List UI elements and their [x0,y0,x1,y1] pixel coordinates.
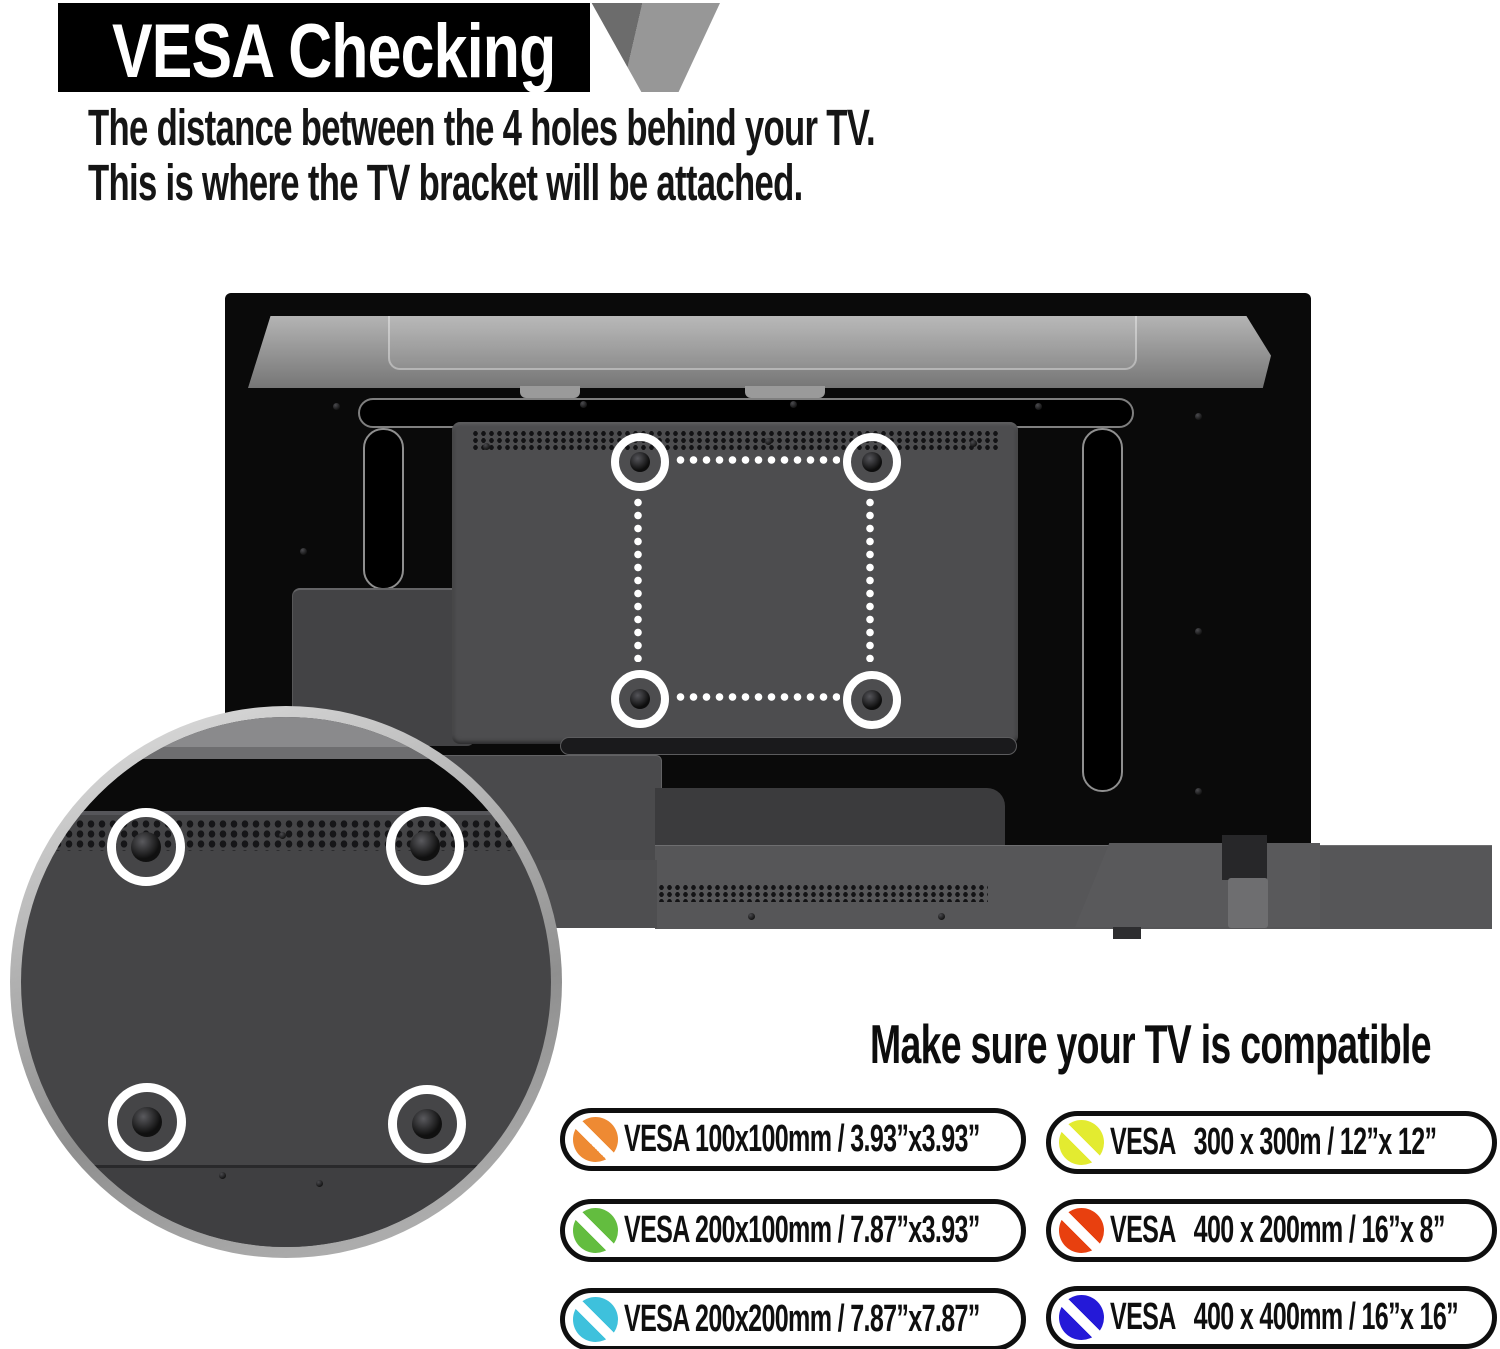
screw-dot [790,401,797,408]
dotted-line-left [634,496,642,662]
connector-panel [1075,843,1320,927]
vesa-badge-label: VESA 200x200mm / 7.87”x7.87” [624,1298,980,1340]
screw-dot [316,1180,323,1187]
dotted-line-right [866,496,874,662]
vesa-badge-label: VESA 200x100mm / 7.87”x3.93” [624,1209,980,1251]
connector-box [1228,878,1268,928]
screw-dot [970,440,977,447]
screw-dot [1195,628,1202,635]
screw-icon [630,689,650,709]
magnified-hole-top-right [386,807,464,885]
screw-dot [1035,403,1042,410]
screw-dot [748,913,755,920]
subtitle-line-1: The distance between the 4 holes behind your TV. [88,99,876,156]
compatibility-heading: Make sure your TV is compatible [870,1013,1431,1075]
tv-top-bezel-tab [388,316,1137,370]
tv-latch-tab [520,386,580,398]
vesa-hole-marker-top-right [843,433,901,491]
vesa-badge-400x200 [1046,1199,1497,1262]
vesa-badge-100x100 [560,1108,1026,1171]
magnified-top-tab [91,717,481,747]
no-sign-icon-green [573,1208,618,1253]
page-title: VESA Checking [112,9,556,94]
magnifier-circle [10,706,562,1258]
vesa-badge-300x300 [1046,1111,1497,1174]
vesa-hole-marker-top-left [611,433,669,491]
no-sign-icon-yellow [1059,1120,1104,1165]
magnified-hole-top-left [107,808,185,886]
vesa-badge-400x400 [1046,1286,1497,1349]
banner-accent-parallelogram [582,3,720,92]
dotted-line-top [674,456,840,464]
tv-left-slot [363,428,404,590]
no-sign-icon-orange [573,1117,618,1162]
vesa-badge-label: VESA 300 x 300m / 12”x 12” [1110,1121,1437,1163]
vesa-badge-label: VESA 400 x 400mm / 16”x 16” [1110,1296,1459,1338]
screw-dot [219,1172,226,1179]
magnified-hole-bottom-right [388,1085,466,1163]
no-sign-icon-blue [1059,1295,1104,1340]
screw-dot [765,438,772,445]
vesa-badge-label: VESA 400 x 200mm / 16”x 8” [1110,1209,1445,1251]
plate-vent-strip [472,430,1000,451]
port-inset [1222,835,1267,880]
magnified-edge-line [21,811,551,815]
screw-dot [300,548,307,555]
subtitle-line-2: This is where the TV bracket will be attached. [88,154,803,211]
tv-latch-tab [745,386,825,398]
magnified-bottom-step [61,1165,511,1247]
vesa-hole-marker-bottom-left [611,670,669,728]
screw-icon [410,831,440,861]
screw-icon [131,832,161,862]
magnifier-view [21,717,551,1247]
screw-icon [630,452,650,472]
screw-dot [483,443,490,450]
vesa-badge-200x200 [560,1288,1026,1349]
bottom-vent-strip [658,884,988,902]
screw-icon [132,1107,162,1137]
magnified-hole-bottom-left [108,1083,186,1161]
bottom-tab [1113,927,1141,939]
screw-icon [862,452,882,472]
vesa-badge-200x100 [560,1199,1026,1262]
screw-icon [412,1109,442,1139]
magnified-groove-band [21,759,551,811]
vesa-hole-marker-bottom-right [843,671,901,729]
screw-icon [862,690,882,710]
no-sign-icon-red [1059,1208,1104,1253]
vesa-badge-label: VESA 100x100mm / 3.93”x3.93” [624,1118,980,1160]
subtitle [88,100,875,210]
screw-dot [279,832,286,839]
tv-right-slot [1082,428,1123,792]
dotted-line-bottom [674,693,840,701]
screw-dot [1195,413,1202,420]
screw-dot [1195,788,1202,795]
screw-dot [938,913,945,920]
screw-dot [333,403,340,410]
plate-lower-bar [560,737,1017,755]
screw-dot [580,401,587,408]
no-sign-icon-cyan [573,1297,618,1342]
